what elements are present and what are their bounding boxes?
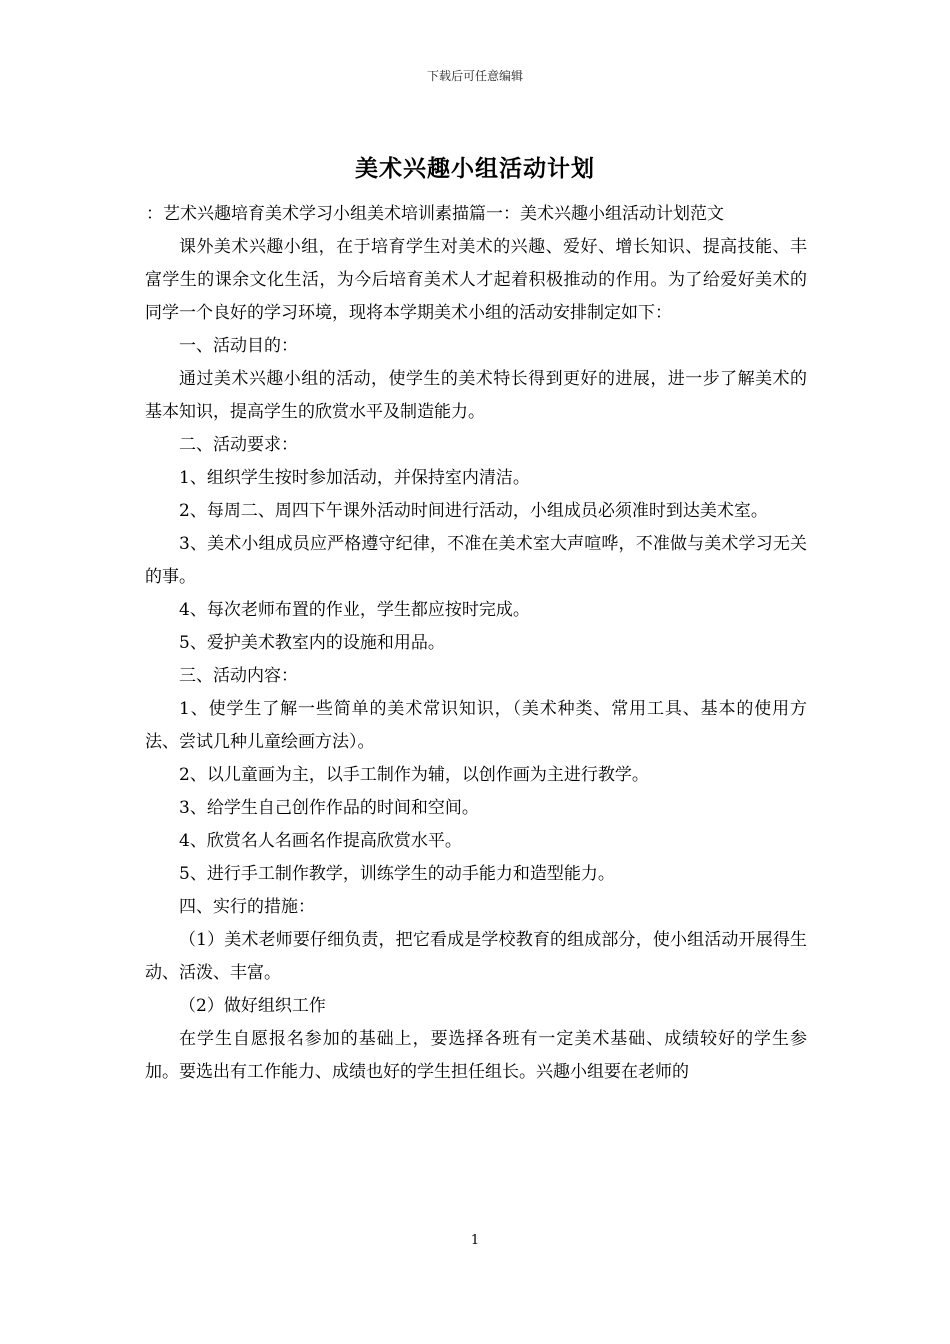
section-heading-purpose: 一、活动目的： [179, 336, 298, 356]
document-subtitle: ：艺术兴趣培育美术学习小组美术培训素描篇一：美术兴趣小组活动计划范文 [146, 204, 724, 224]
paragraph-intro: 课外美术兴趣小组，在于培育学生对美术的兴趣、爱好、增长知识、提高技能、丰富学生的课余文化生活，为今后培育美术人才起着积极推动的作用。为了给爱好美术的同学一个良好的学习环境，现将本学期美术小组的活动安排制定如下： [145, 237, 807, 323]
list-item-measure-1: （1）美术老师要仔细负责，把它看成是学校教育的组成部分，使小组活动开展得生动、活泼、丰富。 [145, 930, 807, 983]
document-title: 美术兴趣小组活动计划 [355, 156, 595, 182]
paragraph-purpose: 通过美术兴趣小组的活动，使学生的美术特长得到更好的进展，进一步了解美术的基本知识，提高学生的欣赏水平及制造能力。 [145, 369, 807, 422]
list-item-requirement-3: 3、美术小组成员应严格遵守纪律，不准在美术室大声喧哗，不准做与美术学习无关的事。 [145, 534, 807, 587]
list-item-content-5: 5、进行手工制作教学，训练学生的动手能力和造型能力。 [179, 864, 615, 884]
list-item-content-3: 3、给学生自己创作作品的时间和空间。 [179, 798, 479, 818]
section-heading-measures: 四、实行的措施： [179, 897, 315, 917]
list-item-requirement-1: 1、组织学生按时参加活动，并保持室内清洁。 [179, 468, 530, 488]
section-heading-requirements: 二、活动要求： [179, 435, 298, 455]
paragraph-measure-detail: 在学生自愿报名参加的基础上，要选择各班有一定美术基础、成绩较好的学生参加。要选出有工作能力、成绩也好的学生担任组长。兴趣小组要在老师的 [145, 1029, 807, 1082]
list-item-content-2: 2、以儿童画为主，以手工制作为辅，以创作画为主进行教学。 [179, 765, 649, 785]
list-item-measure-2: （2）做好组织工作 [179, 996, 326, 1016]
list-item-content-4: 4、欣赏名人名画名作提高欣赏水平。 [179, 831, 462, 851]
list-item-content-1: 1、使学生了解一些简单的美术常识知识，（美术种类、常用工具、基本的使用方法、尝试几种儿童绘画方法）。 [145, 699, 807, 752]
list-item-requirement-5: 5、爱护美术教室内的设施和用品。 [179, 633, 445, 653]
page-number: 1 [470, 1233, 480, 1248]
list-item-requirement-4: 4、每次老师布置的作业，学生都应按时完成。 [179, 600, 530, 620]
header-note: 下载后可任意编辑 [426, 69, 523, 83]
section-heading-content: 三、活动内容： [179, 666, 298, 686]
document-body [145, 231, 807, 1089]
list-item-requirement-2: 2、每周二、周四下午课外活动时间进行活动，小组成员必须准时到达美术室。 [179, 501, 768, 521]
